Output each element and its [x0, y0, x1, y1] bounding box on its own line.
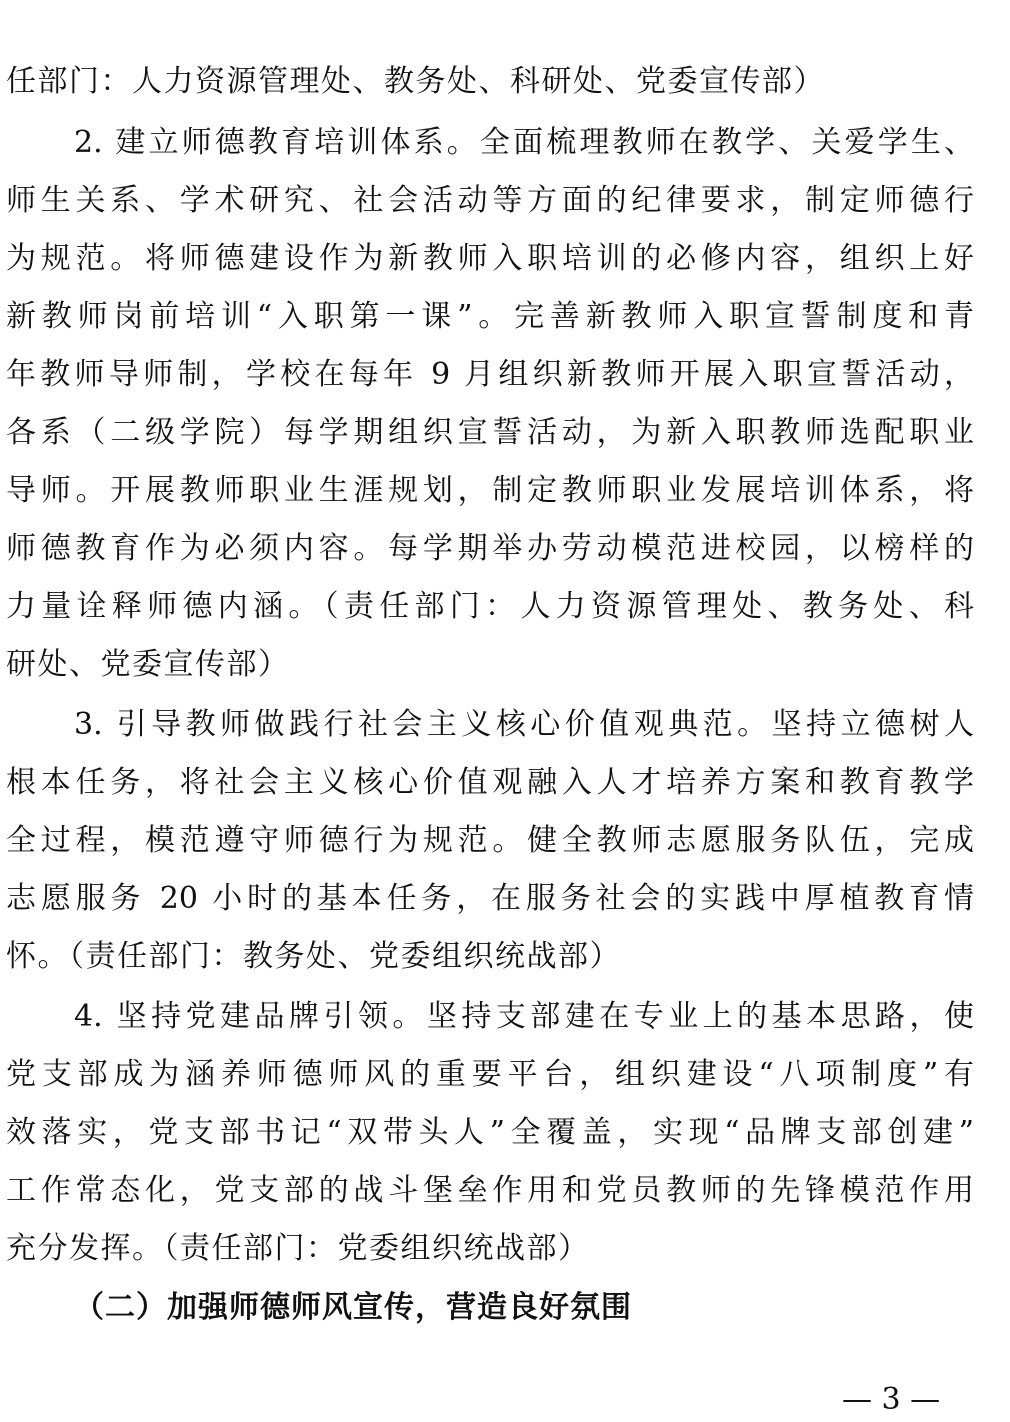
- text-line: 全过程，模范遵守师德行为规范。健全教师志愿服务队伍，完成: [6, 823, 974, 858]
- text-line: 怀。（责任部门：教务处、党委组织统战部）: [6, 939, 621, 974]
- text-line: 党支部成为涵养师德师风的重要平台，组织建设“八项制度”有: [6, 1057, 974, 1092]
- text-line: 工作常态化，党支部的战斗堡垒作用和党员教师的先锋模范作用: [6, 1173, 974, 1208]
- text-line: 充分发挥。（责任部门：党委组织统战部）: [6, 1231, 590, 1266]
- text-line: 根本任务，将社会主义核心价值观融入人才培养方案和教育教学: [6, 765, 974, 800]
- text-line: 3. 引导教师做践行社会主义核心价值观典范。坚持立德树人: [74, 707, 974, 742]
- text-line: 师生关系、学术研究、社会活动等方面的纪律要求，制定师德行: [6, 183, 974, 218]
- page-number: — 3 —: [842, 1382, 941, 1417]
- text-line: 力量诠释师德内涵。（责任部门：人力资源管理处、教务处、科: [6, 589, 974, 624]
- text-line: 效落实，党支部书记“双带头人”全覆盖，实现“品牌支部创建”: [6, 1115, 974, 1150]
- text-line: 导师。开展教师职业生涯规划，制定教师职业发展培训体系，将: [6, 473, 974, 508]
- text-line: 研处、党委宣传部）: [6, 647, 290, 682]
- text-line: 为规范。将师德建设作为新教师入职培训的必修内容，组织上好: [6, 241, 974, 276]
- text-line: 2. 建立师德教育培训体系。全面梳理教师在教学、关爱学生、: [74, 125, 974, 160]
- text-line: 新教师岗前培训“入职第一课”。完善新教师入职宣誓制度和青: [6, 299, 974, 334]
- text-line: 志愿服务 20 小时的基本任务，在服务社会的实践中厚植教育情: [6, 881, 974, 916]
- text-line: 师德教育作为必须内容。每学期举办劳动模范进校园，以榜样的: [6, 531, 974, 566]
- section-heading: （二）加强师德师风宣传，营造良好氛围: [74, 1290, 632, 1325]
- text-line: 4. 坚持党建品牌引领。坚持支部建在专业上的基本思路，使: [74, 999, 974, 1034]
- text-line: 任部门：人力资源管理处、教务处、科研处、党委宣传部）: [6, 64, 825, 99]
- text-line: 年教师导师制，学校在每年 9 月组织新教师开展入职宣誓活动，: [6, 357, 974, 392]
- text-line: 各系（二级学院）每学期组织宣誓活动，为新入职教师选配职业: [6, 415, 974, 450]
